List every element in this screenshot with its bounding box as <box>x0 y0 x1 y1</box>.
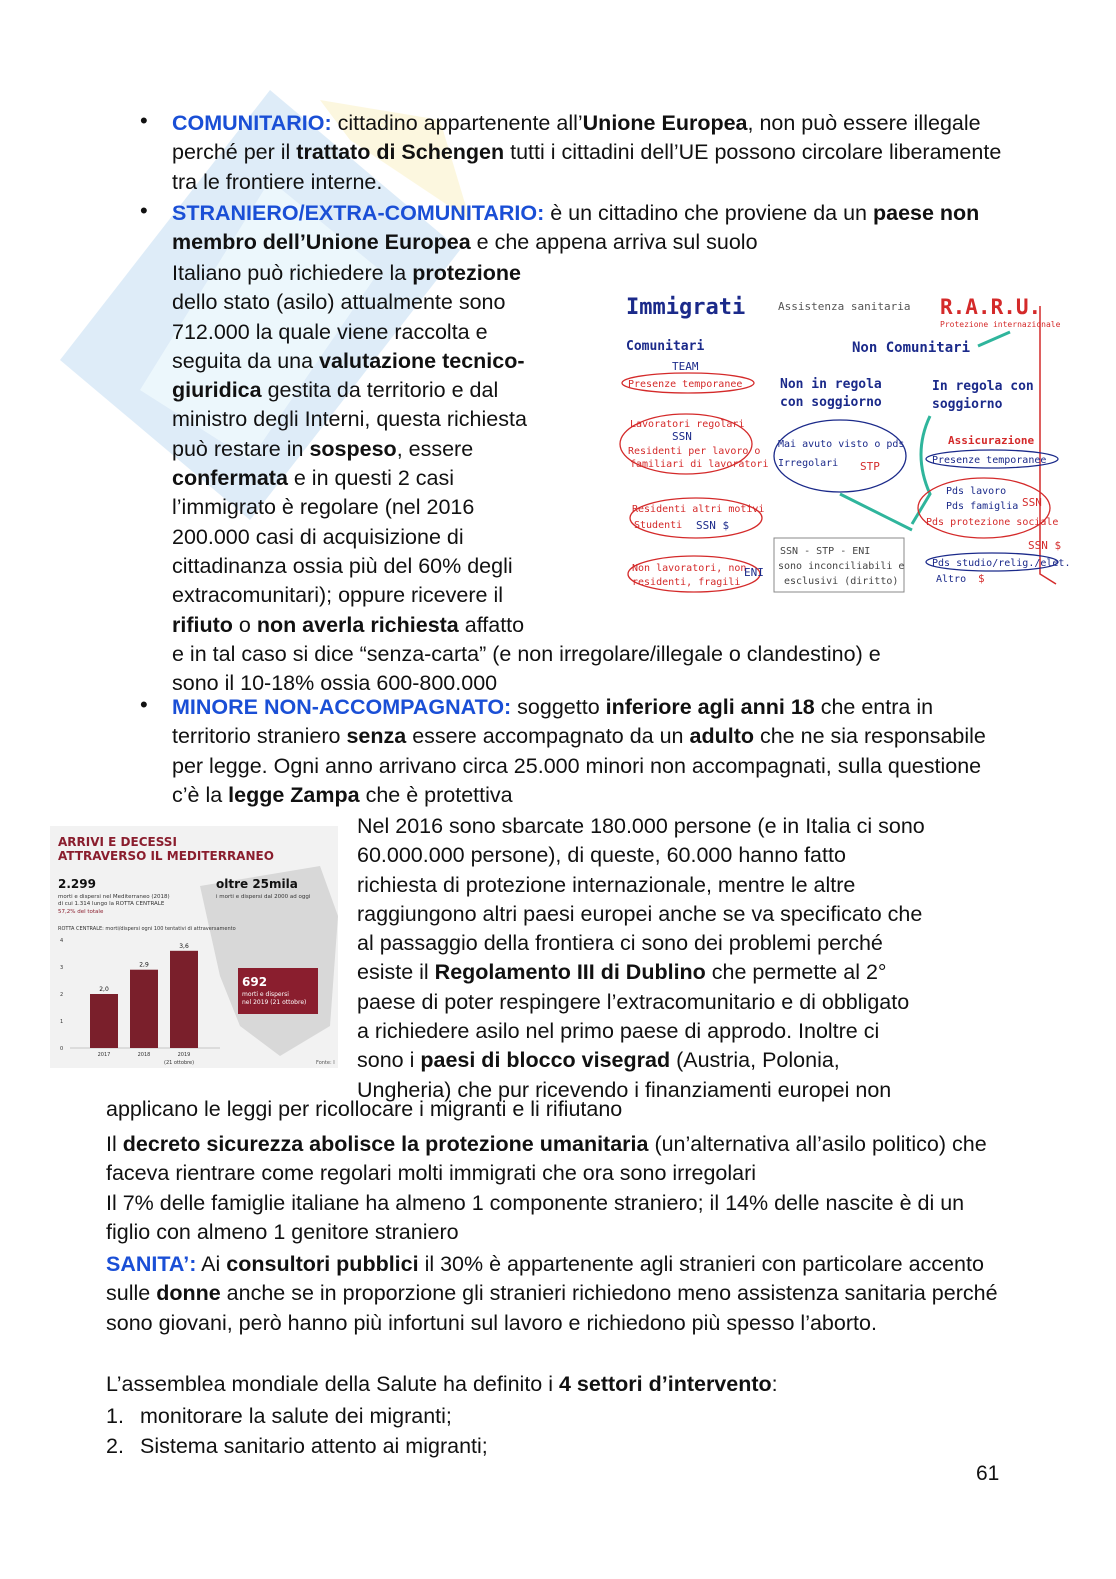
text-line: 200.000 casi di acquisizione di <box>172 524 464 549</box>
bar-value-label: 3,6 <box>179 942 189 950</box>
arrow-teal <box>978 332 1010 346</box>
bar-value-label: 2,0 <box>99 986 109 993</box>
item-straniero-end <box>172 640 1012 699</box>
text: Ai <box>196 1252 227 1276</box>
chart-ylabel: ROTTA CENTRALE: morti/dispersi ogni 100 tentativi di attraversamento <box>58 926 236 932</box>
text-line: l’immigrato è regolare (nel 2016 <box>172 495 475 520</box>
badge-value: 692 <box>242 975 268 989</box>
paragraph-sanita <box>106 1250 1006 1338</box>
ellipse-irregolari <box>774 420 906 492</box>
text-line: sono il 10-18% ossia 600-800.000 <box>172 671 498 696</box>
list-item <box>106 1402 452 1431</box>
x-tick-label: 2017 <box>97 1052 111 1058</box>
diagram-title: Immigrati <box>626 295 746 320</box>
diagram-pds-1: Pds lavoro <box>946 486 1007 497</box>
diagram-raru-sub: Protezione internazionale <box>940 320 1061 329</box>
paragraph-2016 <box>357 812 1007 1105</box>
bar-2017 <box>90 994 118 1048</box>
bar-2019 <box>170 951 198 1048</box>
diagram-stp: STP <box>860 460 880 473</box>
diagram-box-1: SSN - STP - ENI <box>780 546 871 557</box>
paragraph-decreto <box>106 1130 1006 1189</box>
diagram-nonlav-1: Non lavoratori, non <box>632 563 747 574</box>
text: esiste il <box>357 960 435 985</box>
diagram-presenze-temp: Presenze temporanee <box>628 379 743 390</box>
diagram-presenze-temp2: Presenze temporanee <box>932 455 1047 466</box>
bold-text: 4 settori d’intervento <box>559 1372 772 1396</box>
label-comunitario: COMUNITARIO: <box>172 111 332 135</box>
text: Italiano può richiedere la <box>172 261 413 285</box>
text-line: paese di poter respingere l’extracomunitario e di obbligato <box>357 989 910 1014</box>
text: seguita da una <box>172 348 320 373</box>
diagram-mai-2: Irregolari <box>778 458 839 469</box>
text-line: a richiedere asilo nel primo paese di approdo. Inoltre ci <box>357 1019 880 1044</box>
text: cittadino appartenente all’ <box>331 111 583 135</box>
text: anche se in proporzione gli stranieri richiedono meno assistenza sanitaria perché sono giovani, però hanno più infortuni sul lavoro e richiedono più spesso l’aborto. <box>106 1281 998 1335</box>
stat1-text-2: di cui 1.314 lungo la ROTTA CENTRALE <box>58 901 165 907</box>
category-note: (21 ottobre) <box>164 1060 195 1066</box>
text: può restare in <box>172 436 310 461</box>
text: è un cittadino che proviene da un <box>544 201 873 225</box>
y-tick-label: 4 <box>60 938 64 944</box>
text-line: richiesta di protezione internazionale, mentre le altre <box>357 872 856 897</box>
text-line: cittadinanza ossia più del 60% degli <box>172 553 513 578</box>
diagram-res-2: Studenti <box>634 520 683 531</box>
diagram-in-regola-2: soggiorno <box>932 397 1003 412</box>
paragraph-famiglie: Il 7% delle famiglie italiane ha almeno 1 componente straniero; il 14% delle nascite è di un figlio con almeno 1 genitore straniero <box>106 1191 965 1245</box>
diagram-altro-dollar: $ <box>978 572 985 585</box>
text: che è protettiva <box>359 782 513 807</box>
bold-text: Unione Europea <box>582 111 748 135</box>
diagram-eni: ENI <box>744 566 764 579</box>
stat1-text-1: morti e dispersi nel Mediterraneo (2018) <box>58 894 170 900</box>
bold-text: Regolamento III di Dublino <box>434 960 706 985</box>
stat1-value: 2.299 <box>58 877 96 891</box>
text: Il <box>106 1132 123 1156</box>
diagram-raru: R.A.R.U. <box>940 295 1042 319</box>
y-tick-label: 0 <box>60 1046 64 1052</box>
bold-text: giuridica <box>172 378 262 403</box>
paragraph-2016-end: applicano le leggi per ricollocare i migranti e li rifiutano <box>106 1097 623 1121</box>
diagram-non-regola-1: Non in regola <box>780 377 882 392</box>
bold-text: inferiore agli anni 18 <box>605 695 815 719</box>
text: il 30% è appartenente agli stranieri con particolare accento sulle <box>106 1252 984 1306</box>
bar-2018 <box>130 970 158 1048</box>
text: che ne sia responsabile per legge. Ogni anno arrivano circa 25.000 minori non accompagnati, sulla questione c’è la <box>172 724 986 807</box>
bar-value-label: 2,9 <box>139 961 149 969</box>
text: , non può essere illegale perché per il <box>172 111 981 165</box>
text: essere accompagnato da un <box>406 724 690 749</box>
text: (Austria, Polonia, <box>670 1048 840 1073</box>
text-line: 712.000 la quale viene raccolta e <box>172 319 488 344</box>
text-line: e in tal caso si dice “senza-carta” (e non irregolare/illegale o clandestino) e <box>172 642 881 666</box>
diagram-ssn-dollar: SSN $ <box>1028 539 1062 552</box>
bold-text: legge Zampa <box>228 782 360 807</box>
chart-source: Fonte: I <box>316 1060 335 1066</box>
text: soggetto <box>511 695 606 719</box>
y-tick-label: 1 <box>60 1019 64 1025</box>
bold-text: paese non membro dell’Unione Europea <box>172 201 980 255</box>
diagram-lav-ssn: SSN <box>672 430 692 443</box>
diagram-subtitle: Assistenza sanitaria <box>778 300 911 313</box>
item-straniero-intro <box>172 199 1002 258</box>
bold-text: protezione <box>412 261 521 285</box>
diagram-box-3: esclusivi (diritto) <box>784 576 899 587</box>
list-item <box>106 1432 488 1461</box>
label-minore: MINORE NON-ACCOMPAGNATO: <box>172 695 512 719</box>
item-comunitario <box>172 109 1002 197</box>
text: e in questi 2 casi <box>287 466 455 491</box>
stat1-text-3: 57,2% del totale <box>58 909 104 915</box>
label-straniero: STRANIERO/EXTRA-COMUNITARIO: <box>172 201 545 225</box>
text: o <box>232 612 257 637</box>
diagram-assicurazione: Assicurazione <box>948 434 1035 447</box>
x-tick-label: 2019 <box>177 1052 191 1058</box>
diagram-pds-ssn: SSN <box>1022 496 1042 509</box>
text-line: ministro degli Interni, questa richiesta <box>172 407 527 432</box>
text-line: Ungheria) che pur ricevendo i finanziamenti europei non <box>357 1077 892 1102</box>
diagram-studio: Pds studio/relig./elet. <box>932 558 1071 569</box>
diagram-comunitari: Comunitari <box>626 339 705 354</box>
bold-text: trattato di Schengen <box>296 140 505 165</box>
bold-text: decreto sicurezza abolisce la protezione umanitaria <box>122 1132 649 1156</box>
diagram-altro: Altro <box>936 574 967 585</box>
diagram-in-regola-1: In regola con <box>932 379 1034 394</box>
label-sanita: SANITA’: <box>106 1252 197 1276</box>
bold-text: valutazione tecnico- <box>319 348 525 373</box>
y-tick-label: 3 <box>60 965 64 971</box>
diagram-pds-3: Pds protezione sociale <box>926 517 1059 528</box>
badge-text-1: morti e dispersi <box>242 991 289 998</box>
diagram-lav-3: familiari di lavoratori <box>630 459 769 470</box>
list-text: Sistema sanitario attento ai migranti; <box>140 1434 488 1458</box>
list-text: monitorare la salute dei migranti; <box>140 1404 452 1428</box>
text-line: al passaggio della frontiera ci sono dei problemi perché <box>357 931 883 956</box>
diagram-non-comunitari: Non Comunitari <box>852 340 971 356</box>
badge-text-2: nel 2019 (21 ottobre) <box>242 999 307 1006</box>
mediterraneo-chart <box>50 826 338 1068</box>
list-number: 2. <box>106 1434 124 1458</box>
bold-text: sospeso <box>309 436 397 461</box>
bold-text: adulto <box>689 724 754 749</box>
text: (un’alternativa all’asilo politico) che faceva rientrare come regolari molti immigrati che ora sono irregolari <box>106 1132 987 1186</box>
text: che entra in territorio straniero <box>172 695 934 749</box>
diagram-lav-1: Lavoratori regolari <box>630 419 745 430</box>
diagram-lav-2: Residenti per lavoro o <box>628 446 761 457</box>
x-tick-label: 2018 <box>137 1052 151 1058</box>
text: L’assemblea mondiale della Salute ha definito i <box>106 1372 559 1396</box>
text: affatto <box>458 612 525 637</box>
bold-text: consultori pubblici <box>226 1252 419 1276</box>
text-line: 60.000.000 persone), di queste, 60.000 hanno fatto <box>357 843 846 868</box>
page-number: 61 <box>976 1462 1000 1485</box>
diagram-team: TEAM <box>672 360 699 373</box>
bold-text: confermata <box>172 466 288 491</box>
stat2-text: i morti e dispersi dal 2000 ad oggi <box>216 894 311 900</box>
text-line: Nel 2016 sono sbarcate 180.000 persone (e in Italia ci sono <box>357 814 925 838</box>
text: che permette al 2° <box>705 960 887 985</box>
bold-text: rifiuto <box>172 612 233 637</box>
text-line: extracomunitari); oppure ricevere il <box>172 583 503 608</box>
bold-text: senza <box>346 724 407 749</box>
diagram-res-1: Residenti altri motivi <box>632 504 765 515</box>
text: , essere <box>396 436 474 461</box>
text-line: raggiungono altri paesi europei anche se va specificato che <box>357 901 923 926</box>
text: : <box>771 1372 778 1396</box>
text: sono i <box>357 1048 421 1073</box>
chart-title-2: ATTRAVERSO IL MEDITERRANEO <box>58 849 274 863</box>
text: e che appena arriva sul suolo <box>470 230 758 255</box>
bold-text: paesi di blocco visegrad <box>420 1048 671 1073</box>
paragraph-assemblea <box>106 1370 1006 1399</box>
diagram-res-ssn: SSN $ <box>696 519 730 532</box>
bullet-dot: • <box>140 198 148 223</box>
diagram-mai-1: Mai avuto visto o pds <box>778 439 905 450</box>
diagram-pds-2: Pds famiglia <box>946 501 1019 512</box>
bold-text: non averla richiesta <box>256 612 459 637</box>
chart-title-1: ARRIVI E DECESSI <box>58 835 177 849</box>
item-straniero-column <box>172 259 602 640</box>
bullet-dot: • <box>140 108 148 133</box>
bullet-dot: • <box>140 692 148 717</box>
text-line: dello stato (asilo) attualmente sono <box>172 290 506 315</box>
stat2-value: oltre 25mila <box>216 877 298 891</box>
diagram-box-2: sono inconciliabili e <box>778 561 905 572</box>
list-number: 1. <box>106 1404 124 1428</box>
diagram-non-regola-2: con soggiorno <box>780 395 882 410</box>
item-minore <box>172 693 1004 810</box>
text: gestita da territorio e dal <box>261 378 499 403</box>
diagram-nonlav-2: residenti, fragili <box>632 577 741 588</box>
arrow-teal-2 <box>840 416 930 530</box>
immigrati-diagram <box>612 284 1082 604</box>
bold-text: donne <box>156 1281 221 1306</box>
y-tick-label: 2 <box>60 992 64 998</box>
text: tutti i cittadini dell’UE possono circolare liberamente tra le frontiere interne. <box>172 140 1002 194</box>
